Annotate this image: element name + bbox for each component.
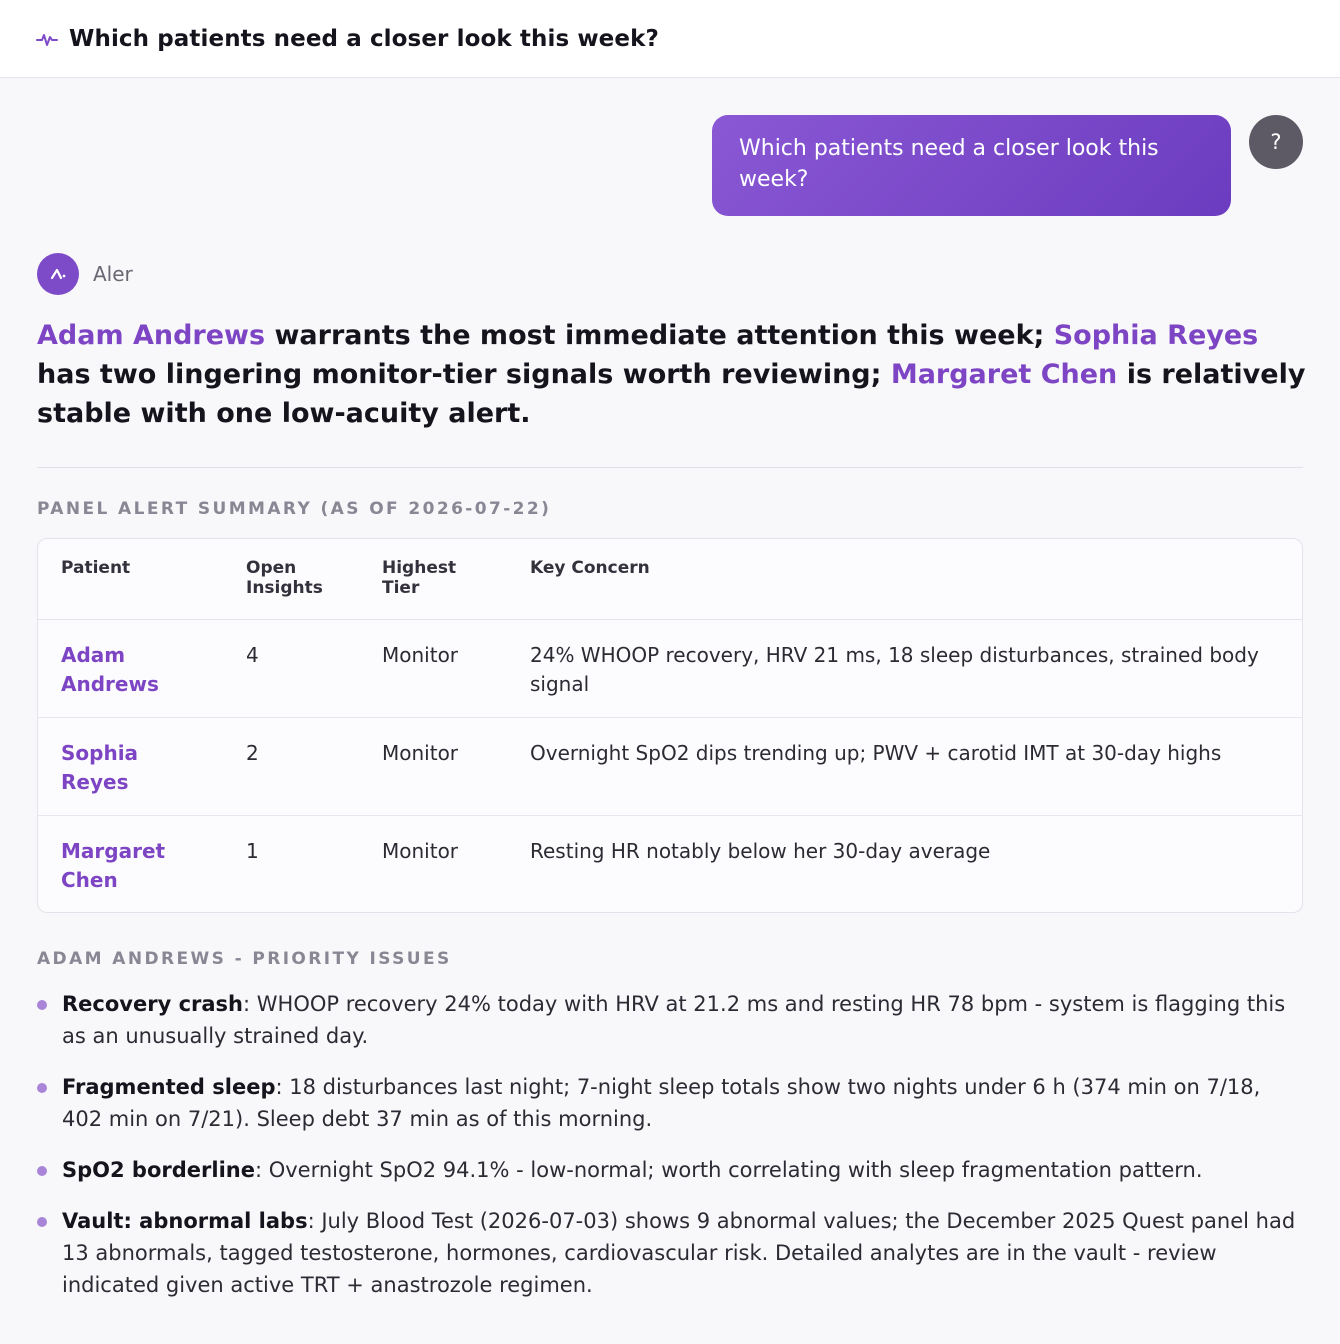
assistant-summary	[37, 316, 1307, 433]
divider	[37, 467, 1303, 468]
patient-link[interactable]: Adam Andrews	[61, 643, 159, 696]
patient-link-margaret-chen[interactable]: Margaret Chen	[890, 359, 1118, 390]
concern-cell: 24% WHOOP recovery, HRV 21 ms, 18 sleep disturbances, strained body signal	[530, 643, 1259, 696]
issue-title: Recovery crash	[62, 992, 244, 1016]
column-header: Key Concern	[530, 558, 650, 578]
priority-issues-list	[37, 988, 1307, 1320]
tier-cell: Monitor	[382, 839, 459, 863]
summary-text: is relatively stable with one low-acuity alert.	[37, 359, 1306, 429]
bullet-icon	[37, 1000, 47, 1010]
table-header	[38, 539, 1302, 620]
list-item	[37, 1071, 1307, 1135]
concern-cell: Resting HR notably below her 30-day average	[530, 839, 991, 863]
patient-link[interactable]: Sophia Reyes	[61, 741, 139, 794]
column-header: Open Insights	[246, 558, 323, 598]
issue-title: Vault: abnormal labs	[62, 1209, 308, 1233]
summary-text: warrants the most immediate attention this week;	[265, 320, 1054, 351]
table-row	[38, 718, 1302, 816]
bullet-icon	[37, 1217, 47, 1227]
bullet-icon	[37, 1166, 47, 1176]
priority-issues-heading: ADAM ANDREWS - PRIORITY ISSUES	[37, 949, 452, 969]
open-insights-cell: 1	[246, 839, 259, 863]
column-header: Highest Tier	[382, 558, 457, 598]
tier-cell: Monitor	[382, 643, 459, 667]
panel-alert-table	[37, 538, 1303, 913]
user-message-bubble: Which patients need a closer look this week?	[712, 115, 1231, 216]
open-insights-cell: 4	[246, 643, 259, 667]
column-header: Patient	[61, 558, 131, 578]
issue-text: : 18 disturbances last night; 7-night sleep totals show two nights under 6 h (374 min on 7/18, 402 min on 7/21). Sleep debt 37 min as of this morning.	[62, 1075, 1261, 1131]
issue-text: : July Blood Test (2026-07-03) shows 9 abnormal values; the December 2025 Quest panel had 13 abnormals, tagged testosterone, hormones, cardiovascular risk. Detailed analytes are in the vault - review indicated given active TRT + anastrozole regimen.	[62, 1209, 1296, 1297]
issue-title: SpO2 borderline	[62, 1158, 255, 1182]
issue-text: : WHOOP recovery 24% today with HRV at 21.2 ms and resting HR 78 bpm - system is flagging this as an unusually strained day.	[62, 992, 1286, 1048]
patient-link-adam-andrews[interactable]: Adam Andrews	[37, 320, 266, 351]
patient-link[interactable]: Margaret Chen	[61, 839, 166, 892]
list-item	[37, 988, 1307, 1052]
table-row	[38, 620, 1302, 718]
issue-text: : Overnight SpO2 94.1% - low-normal; worth correlating with sleep fragmentation pattern.	[254, 1158, 1203, 1182]
summary-text: has two lingering monitor-tier signals worth reviewing;	[37, 359, 891, 390]
list-item	[37, 1205, 1307, 1301]
list-item	[37, 1154, 1307, 1186]
panel-summary-heading: PANEL ALERT SUMMARY (AS OF 2026-07-22)	[37, 499, 552, 519]
tier-cell: Monitor	[382, 741, 459, 765]
assistant-header	[37, 253, 133, 295]
bullet-icon	[37, 1083, 47, 1093]
pulse-icon	[36, 28, 58, 50]
concern-cell: Overnight SpO2 dips trending up; PWV + carotid IMT at 30-day highs	[530, 741, 1222, 765]
issue-title: Fragmented sleep	[62, 1075, 276, 1099]
patient-link-sophia-reyes[interactable]: Sophia Reyes	[1053, 320, 1259, 351]
chat-title: Which patients need a closer look this week?	[69, 25, 659, 52]
assistant-name: Aler	[93, 262, 133, 286]
table-row	[38, 816, 1302, 913]
user-avatar[interactable]: ?	[1249, 115, 1303, 169]
open-insights-cell: 2	[246, 741, 259, 765]
chat-header	[0, 0, 1340, 78]
assistant-avatar-icon	[37, 253, 79, 295]
